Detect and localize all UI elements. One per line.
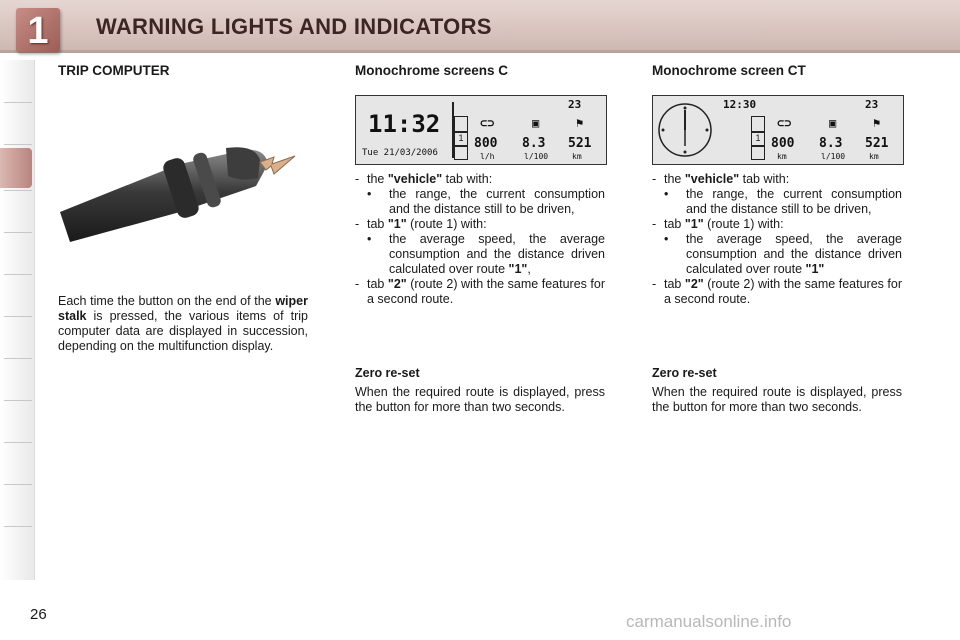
list-item: - tab "1" (route 1) with: [355,217,605,232]
list-item: - the "vehicle" tab with: [355,172,605,187]
route-1-tab-icon: 1 [454,132,468,146]
chapter-badge [16,8,60,52]
sidebar-tab[interactable] [4,316,32,317]
screen-ct-time: 12:30 [723,98,757,111]
route-2-tab-icon [751,146,765,160]
screen-c-unit-1: l/h [480,152,495,161]
screen-ct-heading: Monochrome screen CT [652,63,806,78]
screen-c-value-3: 521 [568,136,592,151]
screen-c-heading: Monochrome screens C [355,63,509,78]
sidebar-tab[interactable] [4,400,32,401]
screen-ct-unit-2: l/100 [821,152,846,161]
zero-reset-text: When the required route is displayed, press the button for more than two seconds. [355,385,605,414]
page-title: WARNING LIGHTS AND INDICATORS [96,14,492,39]
screen-ct-value-2: 8.3 [819,136,843,151]
trip-computer-description: Each time the button on the end of the wiper stalk is pressed, the various items of trip computer data are displayed in succession, depending on the multifunction display. [58,294,308,353]
screen-c-time: 11:32 [368,110,441,138]
screen-c-temp: 23 [568,98,582,111]
car-icon: ⊂⊃ [777,116,792,130]
page-number: 26 [30,606,47,623]
screen-ct-value-1: 800 [771,136,795,151]
sidebar-tab[interactable] [4,274,32,275]
flag-icon: ⚑ [576,116,584,130]
sidebar-tab[interactable] [4,358,32,359]
header-divider [0,50,960,53]
screen-c-unit-2: l/100 [524,152,549,161]
screen-ct-zero-reset [652,366,902,415]
screen-ct-unit-3: km [869,152,879,161]
list-item: - tab "2" (route 2) with the same features for a second route. [355,277,605,307]
sidebar-tab-active[interactable] [0,148,32,188]
analog-clock-icon [657,102,717,158]
screen-ct-value-3: 521 [865,136,889,151]
sidebar-tab[interactable] [4,232,32,233]
screen-c-description [355,172,605,307]
route-1-tab-icon: 1 [751,132,765,146]
fuel-icon: ▣ [829,116,837,130]
chapter-number: 1 [27,10,49,52]
screen-ct-temp: 23 [865,98,879,111]
sidebar-tab[interactable] [4,190,32,191]
list-subitem: • the range, the current consumption and the distance still to be driven, [355,187,605,217]
list-subitem: • the average speed, the average consumption and the distance driven calculated over route "1", [355,232,605,277]
chapter-sidebar [0,60,35,580]
trip-computer-heading: TRIP COMPUTER [58,63,170,78]
zero-reset-heading: Zero re-set [355,366,420,380]
screen-c-unit-3: km [572,152,582,161]
screen-ct-display [652,95,904,165]
screen-c-date: Tue 21/03/2006 [362,148,438,158]
screen-c-zero-reset [355,366,605,415]
zero-reset-heading: Zero re-set [652,366,717,380]
vehicle-tab-icon [751,116,765,132]
sidebar-tab[interactable] [4,526,32,527]
flag-icon: ⚑ [873,116,881,130]
screen-c-value-1: 800 [474,136,498,151]
sidebar-tab[interactable] [4,484,32,485]
sidebar-tab[interactable] [4,442,32,443]
screen-c-value-2: 8.3 [522,136,546,151]
list-item: - tab "1" (route 1) with: [652,217,902,232]
screen-ct-description [652,172,902,307]
screen-c-display [355,95,607,165]
screen-ct-unit-1: km [777,152,787,161]
route-2-tab-icon [454,146,468,160]
vehicle-tab-icon [454,116,468,132]
fuel-icon: ▣ [532,116,540,130]
sidebar-tab[interactable] [4,144,32,145]
wiper-stalk-illustration [60,142,300,242]
list-item: - tab "2" (route 2) with the same features for a second route. [652,277,902,307]
list-item: - the "vehicle" tab with: [652,172,902,187]
list-subitem: • the range, the current consumption and the distance still to be driven, [652,187,902,217]
watermark: carmanualsonline.info [626,612,792,631]
zero-reset-text: When the required route is displayed, press the button for more than two seconds. [652,385,902,414]
car-icon: ⊂⊃ [480,116,495,130]
list-subitem: • the average speed, the average consumption and the distance driven calculated over route "1" [652,232,902,277]
sidebar-tab[interactable] [4,102,32,103]
